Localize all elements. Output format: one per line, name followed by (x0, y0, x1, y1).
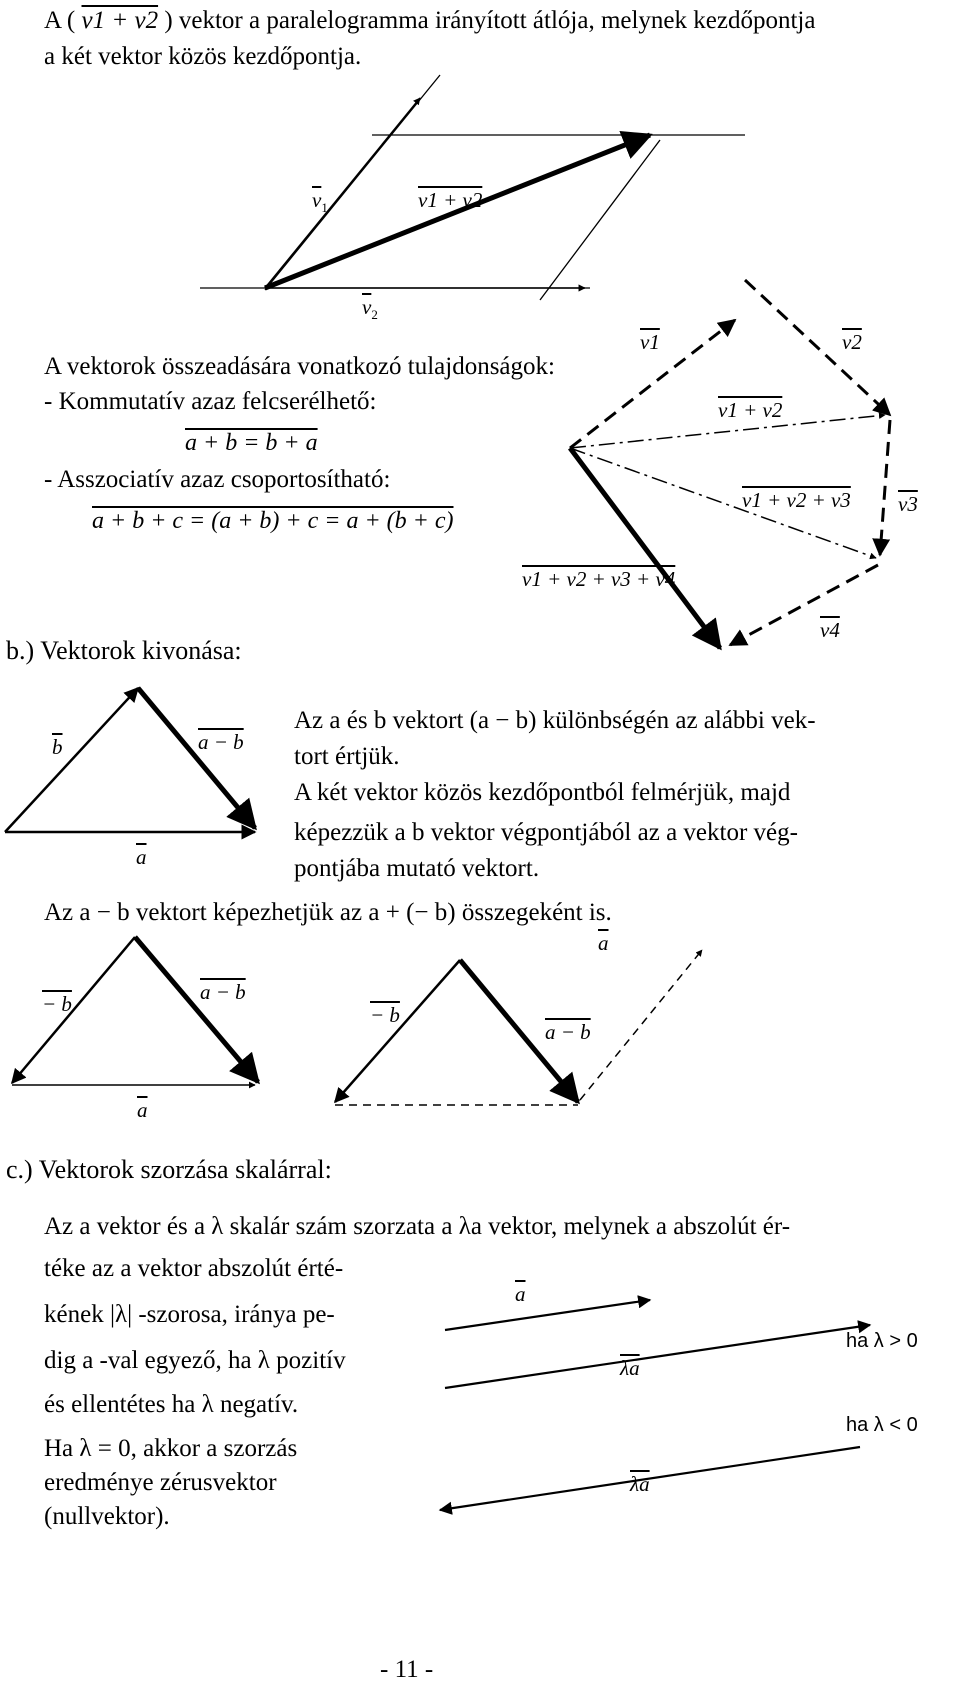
poly-label-v1234: v1 + v2 + v3 + v4 (522, 567, 676, 591)
fig3-label-a-minus-b: a − b (545, 1020, 591, 1044)
fig3-label-minus-b: − b (370, 1003, 400, 1027)
subtraction-para1-line1: Az a és b vektort (a − b) különbségén az alábbi vek- (294, 707, 816, 734)
intro-expression: v1 + v2 (81, 7, 159, 34)
tri-label-b: $\overline{b}$ (52, 735, 63, 759)
tri-label-a-minus-b: a − b (198, 730, 244, 754)
subtraction-para2-line2: képezzük a b vektor végpontjából az a vektor vég- (294, 819, 798, 846)
scalar-line-5: és ellentétes ha λ negatív. (44, 1391, 299, 1418)
fig3-minus-b-arrow (335, 960, 460, 1102)
poly-label-v2: v2 (842, 330, 862, 354)
scalar-figure (440, 1300, 870, 1510)
scalar-line-3: kének |λ| -szorosa, iránya pe- (44, 1301, 335, 1328)
intro-line-1: A ( v1 + v2 ) vektor a paralelogramma irányított átlója, melynek kezdőpontja (44, 7, 816, 34)
v2-dashed-arrow (745, 280, 890, 415)
scalar-line-8: (nullvektor). (44, 1503, 170, 1530)
intro-line-2: a két vektor közös kezdőpontja. (44, 43, 362, 70)
parallel-line-left (265, 75, 440, 290)
associative-formula: a + b + c = (a + b) + c = a + (b + c) (92, 508, 454, 534)
scalar-line-4: dig a -val egyező, ha λ pozitív (44, 1347, 346, 1374)
commutative-formula: a + b = b + a (185, 430, 318, 456)
subtraction-para2-line1: A két vektor közös kezdőpontból felmérjük, majd (294, 779, 791, 806)
poly-label-v1v2v3: v1 + v2 + v3 (742, 488, 851, 512)
scalar-line-7: eredménye zérusvektor (44, 1469, 277, 1496)
properties-heading: A vektorok összeadására vonatkozó tulajdonságok: (44, 353, 555, 380)
a-vector-arrow (445, 1300, 650, 1330)
label-v2: $\overline{v}_2$ (362, 295, 378, 322)
tri-label-a: $\overline{a}$ (136, 845, 147, 869)
scalar-label-negative: ha λ < 0 (846, 1414, 918, 1436)
page-number: - 11 - (380, 1656, 434, 1683)
tri-b-arrow (5, 688, 138, 832)
fig2-minus-b-arrow (12, 937, 135, 1083)
v1234-sum-arrow (570, 448, 720, 648)
fig3-label-a: $\overline{a}$ (598, 931, 609, 955)
label-v1-plus-v2: v1 + v2 (418, 188, 483, 212)
subtraction-triangle (5, 688, 255, 832)
scalar-heading: c.) Vektorok szorzása skalárral: (6, 1155, 332, 1184)
scalar-line-6: Ha λ = 0, akkor a szorzás (44, 1435, 298, 1462)
subtraction-sum-sentence: Az a − b vektort képezhetjük az a + (− b) összegeként is. (44, 899, 612, 926)
scalar-label-positive: ha λ > 0 (846, 1330, 918, 1352)
associative-label: - Asszociatív azaz csoportosítható: (44, 466, 391, 493)
poly-label-v1: v1 (640, 330, 660, 354)
scalar-label-lambda-a-pos: $\overline{\lambda a}$ (620, 1356, 640, 1380)
poly-label-v1v2: v1 + v2 (718, 398, 783, 422)
tri-amb-arrow (138, 688, 255, 828)
fig3-a-dashed-arrow (580, 950, 702, 1100)
subtraction-heading: b.) Vektorok kivonása: (6, 636, 242, 665)
fig2-label-minus-b: − b (42, 992, 72, 1016)
parallel-line-right (540, 140, 660, 300)
label-v1: $\overline{v}_1$ (312, 188, 328, 215)
fig2-amb-arrow (135, 937, 258, 1082)
commutative-label: - Kommutatív azaz felcserélhető: (44, 388, 377, 415)
scalar-line-1: Az a vektor és a λ skalár szám szorzata a λa vektor, melynek a abszolút ér- (44, 1213, 791, 1240)
lambda-a-positive-arrow (445, 1325, 870, 1388)
poly-label-v3: v3 (898, 492, 918, 516)
fig2-label-a-minus-b: a − b (200, 980, 246, 1004)
subtraction-para2-line3: pontjába mutató vektort. (294, 855, 540, 882)
fig2-label-a: $\overline{a}$ (137, 1098, 148, 1122)
poly-label-v4: v4 (820, 618, 840, 642)
lambda-a-negative-arrow (440, 1447, 860, 1510)
v3-dashed-arrow (880, 420, 890, 555)
v4-dashed-arrow (730, 565, 878, 645)
scalar-line-2: téke az a vektor abszolút érté- (44, 1255, 344, 1282)
scalar-label-a: $\overline{a}$ (515, 1282, 526, 1306)
subtraction-para1-line2: tort értjük. (294, 743, 400, 770)
scalar-label-lambda-a-neg: $\overline{\lambda a}$ (630, 1472, 650, 1496)
